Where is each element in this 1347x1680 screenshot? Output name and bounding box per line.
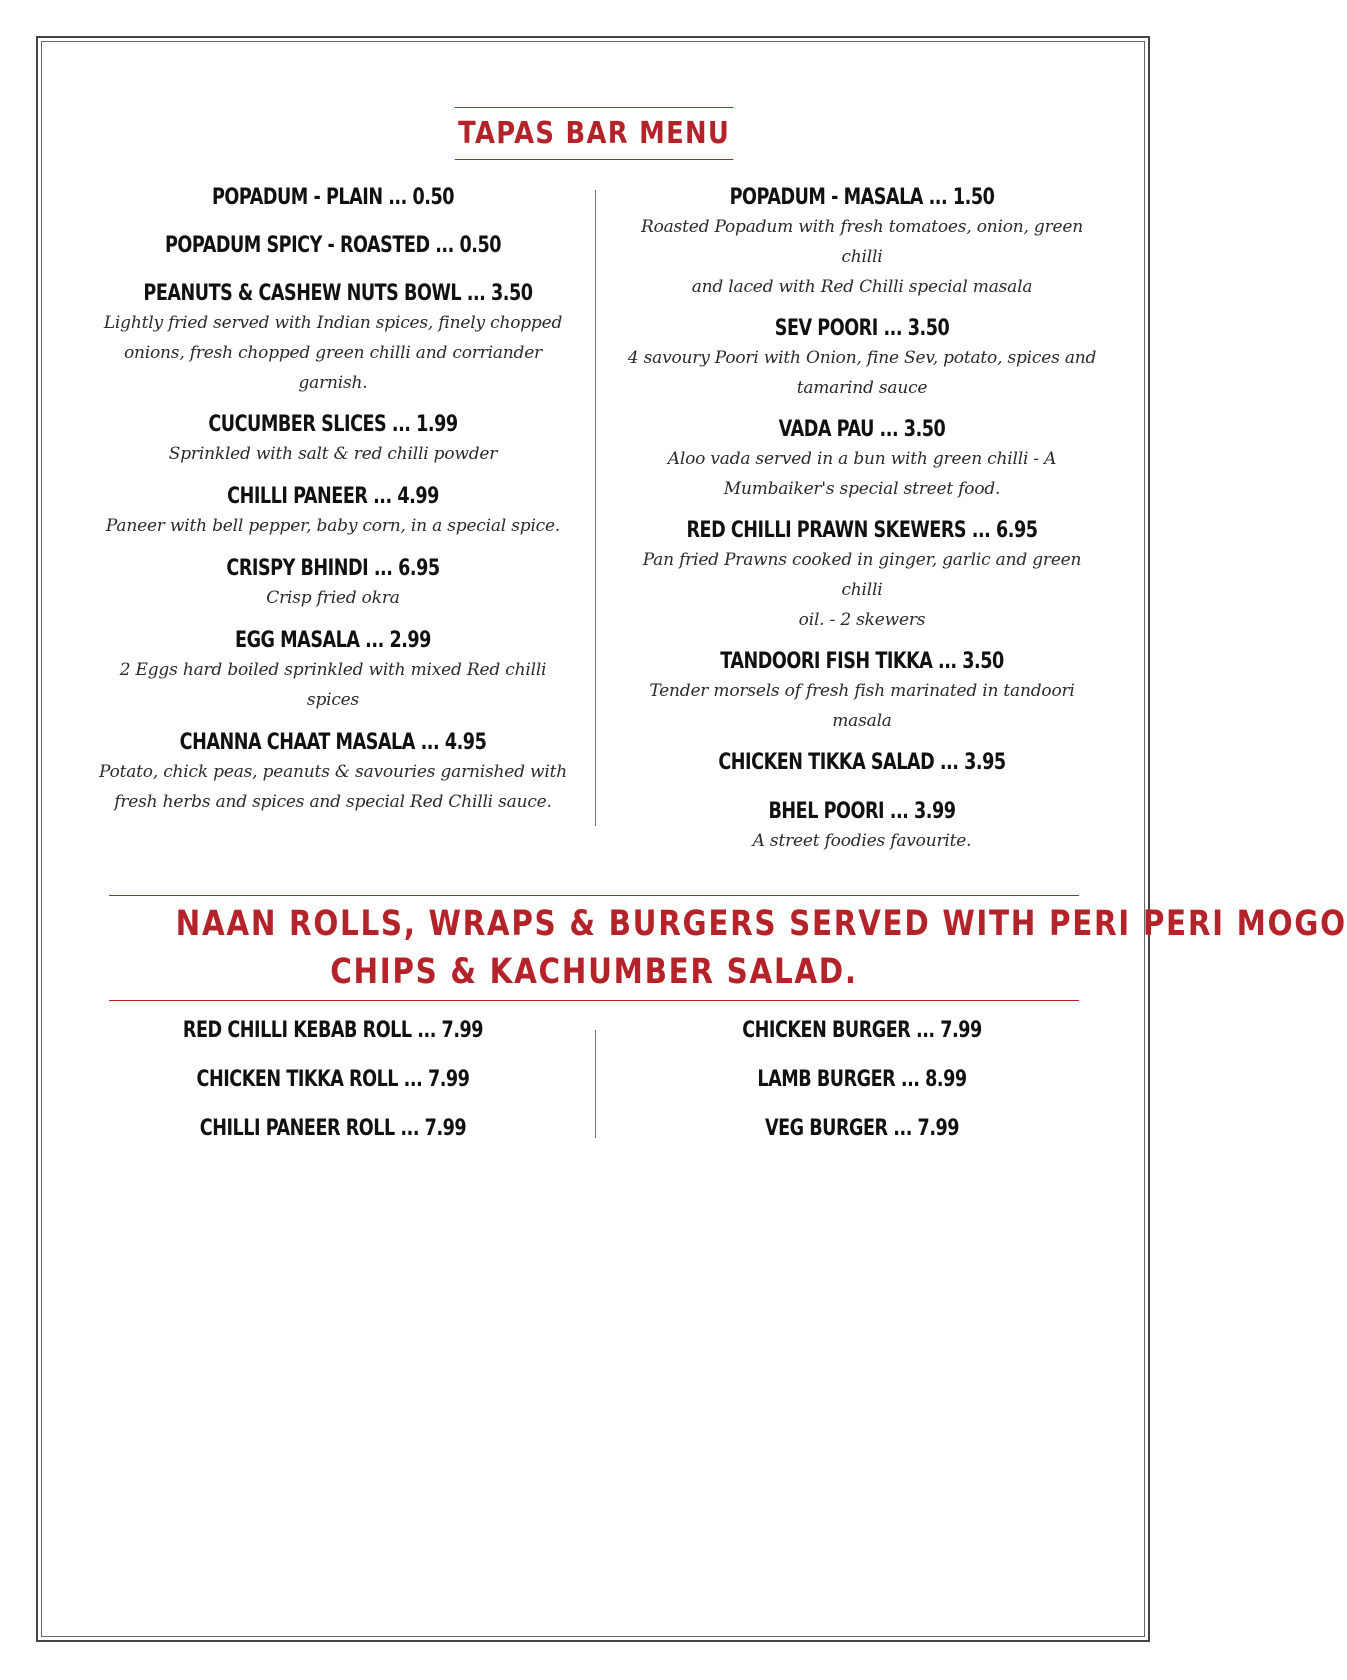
menu-item-description: oil. - 2 skewers xyxy=(798,610,926,630)
menu-item-description: Sprinkled with salt & red chilli powder xyxy=(168,444,498,464)
menu-item xyxy=(622,648,1102,736)
menu-item xyxy=(622,315,1102,403)
menu-item-description: onions, fresh chopped green chilli and corriander xyxy=(124,343,542,363)
menu-item xyxy=(96,627,570,715)
menu-item-name: VADA PAU ... 3.50 xyxy=(778,417,946,442)
menu-item xyxy=(622,1066,1102,1094)
tapas-right-column xyxy=(622,184,1102,856)
menu-item-name: VEG BURGER ... 7.99 xyxy=(764,1116,960,1141)
rolls-heading-top-rule xyxy=(109,895,1079,896)
menu-item xyxy=(96,729,570,817)
rolls-heading-line1: NAAN ROLLS, WRAPS & BURGERS SERVED WITH PERI PERI MOGO xyxy=(175,904,1347,944)
menu-item-name: POPADUM SPICY - ROASTED ... 0.50 xyxy=(164,233,501,258)
menu-item-description: 4 savoury Poori with Onion, fine Sev, potato, spices and xyxy=(627,348,1097,368)
menu-item-name: SEV POORI ... 3.50 xyxy=(774,316,950,341)
menu-item xyxy=(96,555,570,613)
menu-item xyxy=(622,416,1102,504)
menu-item-description: masala xyxy=(832,711,892,731)
menu-item xyxy=(96,1017,570,1045)
menu-item-name: CUCUMBER SLICES ... 1.99 xyxy=(208,412,458,437)
menu-item-name: CRISPY BHINDI ... 6.95 xyxy=(226,556,440,581)
rolls-heading-line2: CHIPS & KACHUMBER SALAD. xyxy=(330,952,858,992)
menu-item-description: garnish. xyxy=(298,373,368,393)
menu-item-name: CHANNA CHAAT MASALA ... 4.95 xyxy=(179,730,487,755)
menu-item xyxy=(96,1066,570,1094)
menu-item-name: RED CHILLI PRAWN SKEWERS ... 6.95 xyxy=(686,518,1038,543)
menu-item-description: tamarind sauce xyxy=(796,378,928,398)
menu-item-name: RED CHILLI KEBAB ROLL ... 7.99 xyxy=(182,1018,484,1043)
rolls-right-column xyxy=(622,1017,1102,1143)
tapas-left-column xyxy=(96,184,570,817)
menu-item-description: Roasted Popadum with fresh tomatoes, onion, green chilli xyxy=(640,217,1084,267)
menu-item-description: and laced with Red Chilli special masala xyxy=(691,277,1033,297)
menu-item-name: TANDOORI FISH TIKKA ... 3.50 xyxy=(720,649,1004,674)
menu-item xyxy=(96,280,570,398)
menu-item-description: Lightly fried served with Indian spices, finely chopped xyxy=(103,313,563,333)
menu-item-description: Paneer with bell pepper, baby corn, in a special spice. xyxy=(105,516,561,536)
menu-item-name: CHILLI PANEER ROLL ... 7.99 xyxy=(199,1116,467,1141)
menu-item-description: Potato, chick peas, peanuts & savouries garnished with xyxy=(99,762,567,782)
menu-item xyxy=(96,411,570,469)
menu-item-name: BHEL POORI ... 3.99 xyxy=(768,799,956,824)
menu-item-description: 2 Eggs hard boiled sprinkled with mixed Red chilli spices xyxy=(119,660,547,710)
menu-item xyxy=(622,749,1102,777)
menu-item xyxy=(622,1017,1102,1045)
rolls-column-divider xyxy=(595,1030,596,1138)
menu-item-name: POPADUM - MASALA ... 1.50 xyxy=(729,185,995,210)
tapas-heading-wrap xyxy=(0,107,1188,160)
menu-item xyxy=(622,798,1102,856)
menu-item-description: A street foodies favourite. xyxy=(752,831,972,851)
menu-item-name: LAMB BURGER ... 8.99 xyxy=(757,1067,967,1092)
menu-item xyxy=(96,232,570,260)
menu-item-name: CHILLI PANEER ... 4.99 xyxy=(227,484,439,509)
menu-item-description: fresh herbs and spices and special Red Chilli sauce. xyxy=(114,792,552,812)
tapas-column-divider xyxy=(595,190,596,826)
menu-item xyxy=(96,483,570,541)
rolls-heading xyxy=(96,900,1347,996)
menu-item-name: POPADUM - PLAIN ... 0.50 xyxy=(212,185,454,210)
menu-item-description: Aloo vada served in a bun with green chilli - A xyxy=(667,449,1057,469)
tapas-heading: TAPAS BAR MENU xyxy=(455,107,734,160)
menu-item-name: EGG MASALA ... 2.99 xyxy=(235,628,431,653)
menu-item xyxy=(96,184,570,212)
menu-item-description: Mumbaiker's special street food. xyxy=(723,479,1001,499)
menu-item-name: PEANUTS & CASHEW NUTS BOWL ... 3.50 xyxy=(143,281,533,306)
menu-item xyxy=(622,517,1102,635)
menu-item xyxy=(622,184,1102,302)
rolls-heading-bottom-rule xyxy=(109,1000,1079,1001)
menu-item-name: CHICKEN TIKKA SALAD ... 3.95 xyxy=(718,750,1006,775)
rolls-left-column xyxy=(96,1017,570,1143)
menu-item-description: Tender morsels of fresh fish marinated in tandoori xyxy=(649,681,1075,701)
menu-item-name: CHICKEN BURGER ... 7.99 xyxy=(742,1018,982,1043)
menu-item xyxy=(96,1115,570,1143)
menu-item-name: CHICKEN TIKKA ROLL ... 7.99 xyxy=(196,1067,470,1092)
menu-item-description: Crisp fried okra xyxy=(266,588,400,608)
menu-item xyxy=(622,1115,1102,1143)
menu-item-description: Pan fried Prawns cooked in ginger, garlic and green chilli xyxy=(642,550,1082,600)
